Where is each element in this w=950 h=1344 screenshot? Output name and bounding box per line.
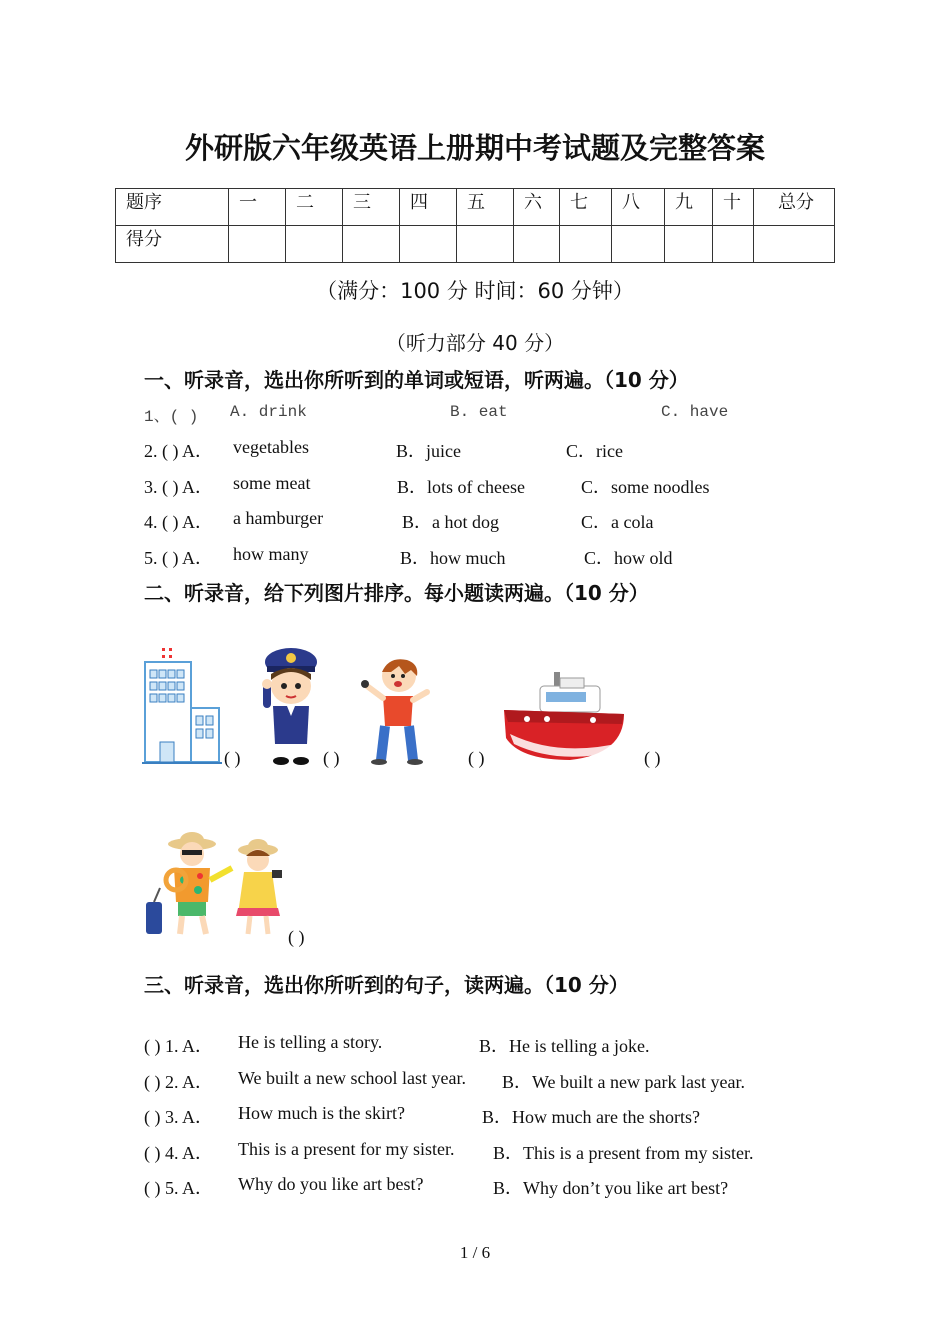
score-table-score-row: [116, 226, 835, 263]
score-input-cell[interactable]: [665, 226, 713, 263]
score-input-cell[interactable]: [560, 226, 612, 263]
travelers-icon: [140, 830, 290, 942]
table-cell: 二: [286, 189, 343, 226]
answer-blank-5[interactable]: ( ): [288, 927, 305, 947]
s3-q5-option-b: B．Why don’t you like art best?: [493, 1178, 729, 1198]
policewoman-icon: [255, 644, 325, 766]
q4-option-c: C．a cola: [581, 512, 654, 532]
table-cell: 九: [665, 189, 713, 226]
q4-number: 4. ( ) A．: [144, 512, 213, 532]
listening-note: （听力部分 40 分）: [385, 331, 565, 355]
q1-option-a: A. drink: [230, 403, 307, 421]
s3-q4-prefix: ( ) 4. A．: [144, 1143, 213, 1163]
s3-q1-prefix: ( ) 1. A．: [144, 1036, 213, 1056]
s3-q3-prefix: ( ) 3. A．: [144, 1107, 213, 1127]
score-input-cell[interactable]: [343, 226, 400, 263]
s3-q2-option-a: We built a new school last year.: [238, 1068, 466, 1088]
q3-option-c: C．some noodles: [581, 477, 710, 497]
score-input-cell[interactable]: [713, 226, 754, 263]
q2-option-a: vegetables: [233, 437, 309, 457]
score-input-cell[interactable]: [612, 226, 665, 263]
section2-heading: 二、听录音，给下列图片排序。每小题读两遍。（10 分）: [144, 581, 649, 605]
score-table-header-row: [116, 189, 835, 226]
q5-option-b: B．how much: [400, 548, 506, 568]
q3-option-b: B．lots of cheese: [397, 477, 525, 497]
page-title: 外研版六年级英语上册期中考试题及完整答案: [184, 131, 765, 165]
score-input-cell[interactable]: [754, 226, 835, 263]
s3-q2-option-b: B．We built a new park last year.: [502, 1072, 745, 1092]
q5-option-c: C．how old: [584, 548, 673, 568]
answer-blank-3[interactable]: ( ): [468, 748, 485, 768]
s3-q3-option-b: B．How much are the shorts?: [482, 1107, 700, 1127]
ship-icon: [500, 668, 630, 766]
q4-option-a: a hamburger: [233, 508, 324, 528]
s3-q1-option-b: B．He is telling a joke.: [479, 1036, 650, 1056]
score-input-cell[interactable]: [286, 226, 343, 263]
q3-number: 3. ( ) A．: [144, 477, 213, 497]
section3-heading: 三、听录音，选出你所听到的句子，读两遍。（10 分）: [144, 973, 629, 997]
section1-heading: 一、听录音，选出你所听到的单词或短语，听两遍。（10 分）: [144, 368, 689, 392]
q4-option-b: B．a hot dog: [402, 512, 499, 532]
q1-number: 1、( ): [144, 408, 199, 426]
q1-option-b: B. eat: [450, 403, 508, 421]
s3-q2-prefix: ( ) 2. A．: [144, 1072, 213, 1092]
answer-blank-1[interactable]: ( ): [224, 748, 241, 768]
q5-option-a: how many: [233, 544, 309, 564]
s3-q5-option-a: Why do you like art best?: [238, 1174, 424, 1194]
s3-q4-option-b: B．This is a present from my sister.: [493, 1143, 754, 1163]
q2-option-c: C．rice: [566, 441, 623, 461]
score-input-cell[interactable]: [457, 226, 514, 263]
q2-number: 2. ( ) A．: [144, 441, 213, 461]
score-input-cell[interactable]: [229, 226, 286, 263]
score-input-cell[interactable]: [514, 226, 560, 263]
s3-q3-option-a: How much is the skirt?: [238, 1103, 405, 1123]
table-cell: 七: [560, 189, 612, 226]
q5-number: 5. ( ) A．: [144, 548, 213, 568]
page-number: 1 / 6: [459, 1243, 491, 1262]
score-input-cell[interactable]: [400, 226, 457, 263]
answer-blank-4[interactable]: ( ): [644, 748, 661, 768]
table-cell: 题序: [116, 189, 229, 226]
singing-boy-icon: [355, 656, 433, 766]
q3-option-a: some meat: [233, 473, 311, 493]
s3-q1-option-a: He is telling a story.: [238, 1032, 383, 1052]
table-cell: 四: [400, 189, 457, 226]
s3-q5-prefix: ( ) 5. A．: [144, 1178, 213, 1198]
table-cell: 五: [457, 189, 514, 226]
table-cell: 得分: [116, 226, 229, 263]
hospital-icon: [142, 646, 224, 766]
table-cell: 十: [713, 189, 754, 226]
s3-q4-option-a: This is a present for my sister.: [238, 1139, 455, 1159]
full-marks-note: （满分：100 分 时间：60 分钟）: [316, 279, 634, 303]
table-cell: 三: [343, 189, 400, 226]
table-cell: 六: [514, 189, 560, 226]
table-cell: 八: [612, 189, 665, 226]
answer-blank-2[interactable]: ( ): [323, 748, 340, 768]
table-cell: 总分: [754, 189, 835, 226]
q1-option-c: C. have: [661, 403, 729, 421]
table-cell: 一: [229, 189, 286, 226]
score-table: [115, 188, 835, 263]
q2-option-b: B．juice: [396, 441, 461, 461]
